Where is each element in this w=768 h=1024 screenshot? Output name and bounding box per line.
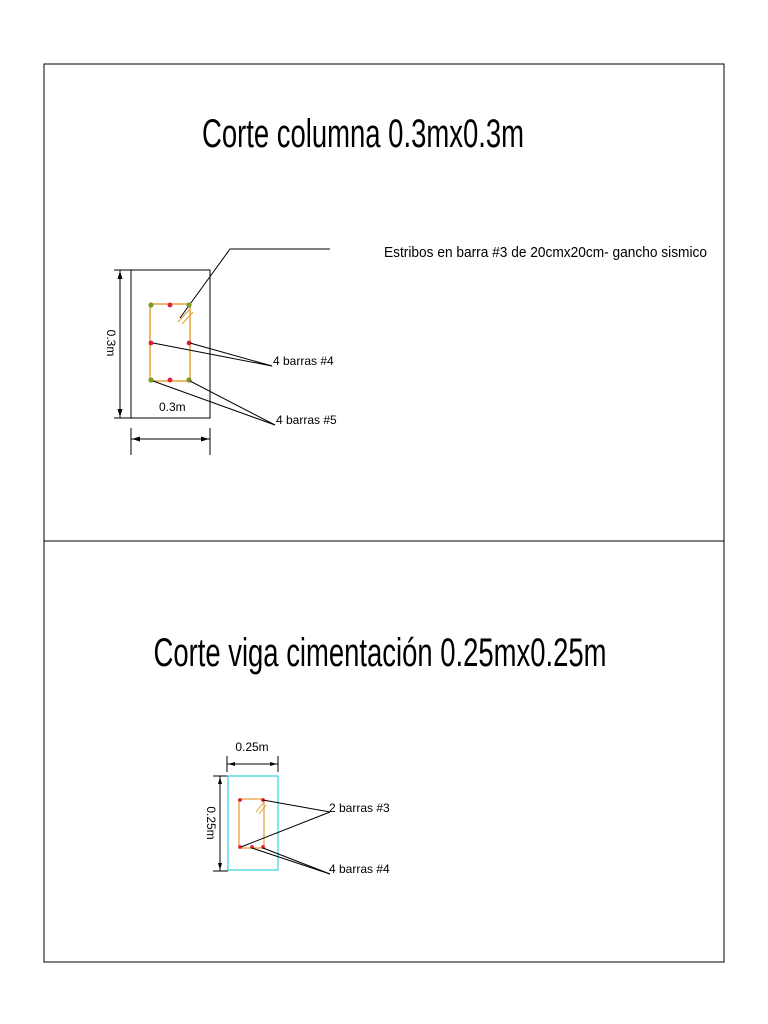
- rebar-mid: [168, 303, 173, 308]
- dim-arrow: [228, 762, 235, 766]
- stirrup-note: Estribos en barra #3 de 20cmx20cm- gancho sismico: [384, 244, 707, 261]
- stirrup-hook: [178, 309, 190, 322]
- beam-bars-a-label: 2 barras #3: [329, 801, 390, 815]
- dim-arrow: [270, 762, 277, 766]
- dim-arrow: [218, 863, 222, 870]
- rebar-top: [238, 798, 242, 802]
- rebar-corner: [186, 302, 191, 307]
- beam-height-dim-label: 0.25m: [204, 806, 218, 840]
- rebar-corner: [148, 377, 153, 382]
- column-section-title: Corte columna 0.3mx0.3m: [202, 112, 524, 156]
- rebar-mid: [149, 341, 154, 346]
- bottom-panel-frame: [44, 541, 724, 962]
- beam-width-dim-label: 0.25m: [235, 740, 269, 754]
- dim-arrow: [118, 271, 123, 279]
- beam-section-title: Corte viga cimentación 0.25mx0.25m: [153, 631, 607, 675]
- beam-bars-a-leader: [263, 800, 330, 812]
- column-width-inner-label: 0.3m: [159, 400, 186, 414]
- stirrup-leader-line: [180, 249, 330, 318]
- dim-arrow: [218, 777, 222, 784]
- bars-a-leader: [190, 343, 272, 366]
- column-bars-a-label: 4 barras #4: [273, 354, 334, 368]
- bars-a-leader: [153, 343, 272, 366]
- beam-bars-a-leader: [241, 812, 330, 847]
- stirrup-hook: [256, 802, 264, 812]
- dim-arrow: [118, 409, 123, 417]
- dim-arrow: [201, 437, 209, 442]
- rebar-corner: [148, 302, 153, 307]
- rebar-mid: [168, 378, 173, 383]
- beam-outline: [228, 776, 278, 870]
- column-bars-b-label: 4 barras #5: [276, 413, 337, 427]
- column-height-dim-label: 0.3m: [104, 329, 118, 357]
- beam-bars-b-label: 4 barras #4: [329, 862, 390, 876]
- dim-arrow: [132, 437, 140, 442]
